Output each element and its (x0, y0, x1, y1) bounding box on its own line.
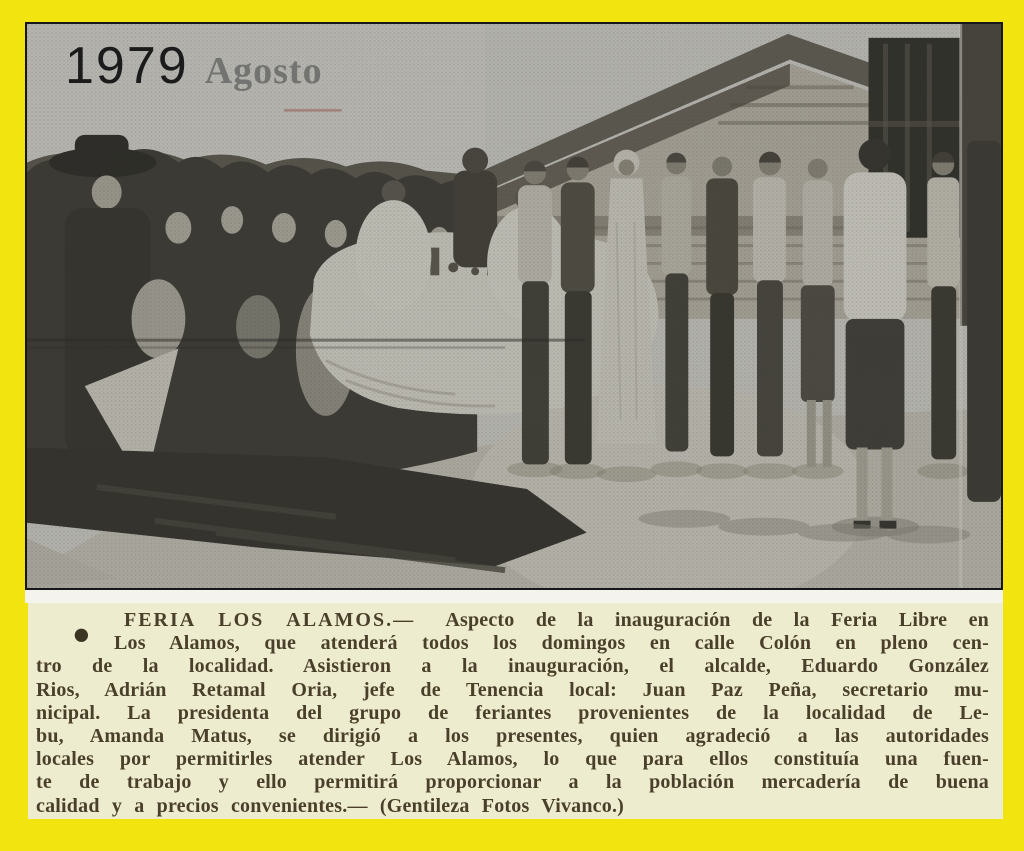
caption-line-8: te de trabajo y ello permitirá proporcionar a la población mercadería de buena (36, 771, 989, 794)
caption-panel (28, 603, 1003, 819)
photo-date-overlay (65, 37, 323, 95)
bullet-icon: ● (72, 616, 91, 651)
caption-line-9: calidad y a precios convenientes.— (Gentileza Fotos Vivanco.) (36, 794, 625, 817)
news-photo (25, 22, 1003, 590)
year-label: 1979 (65, 37, 189, 95)
grain-overlay (27, 24, 1001, 588)
caption-line-3: tro de la localidad. Asistieron a la inauguración, el alcalde, Eduardo González (36, 655, 989, 678)
caption-line-7: locales por permitirles atender Los Alamos, lo que para ellos constituía una fuen- (36, 748, 989, 771)
caption-line-1 (124, 609, 989, 632)
caption-text: Aspecto de la inauguración de la Feria Libre en (445, 609, 989, 631)
caption-line-2: Los Alamos, que atenderá todos los domingos en calle Colón en pleno cen- (114, 632, 989, 655)
caption-line-5: nicipal. La presidenta del grupo de feriantes provenientes de la localidad de Le- (36, 701, 989, 724)
news-photo-illustration (27, 24, 1001, 588)
paper-gap (25, 590, 1003, 603)
caption-line-4: Rios, Adrián Retamal Oria, jefe de Tenencia local: Juan Paz Peña, secretario mu- (36, 678, 989, 701)
caption-heading: FERIA LOS ALAMOS.— (124, 609, 416, 631)
month-label: Agosto (204, 50, 323, 92)
caption-line-6: bu, Amanda Matus, se dirigió a los presentes, quien agradeció a las autoridades (36, 725, 989, 748)
